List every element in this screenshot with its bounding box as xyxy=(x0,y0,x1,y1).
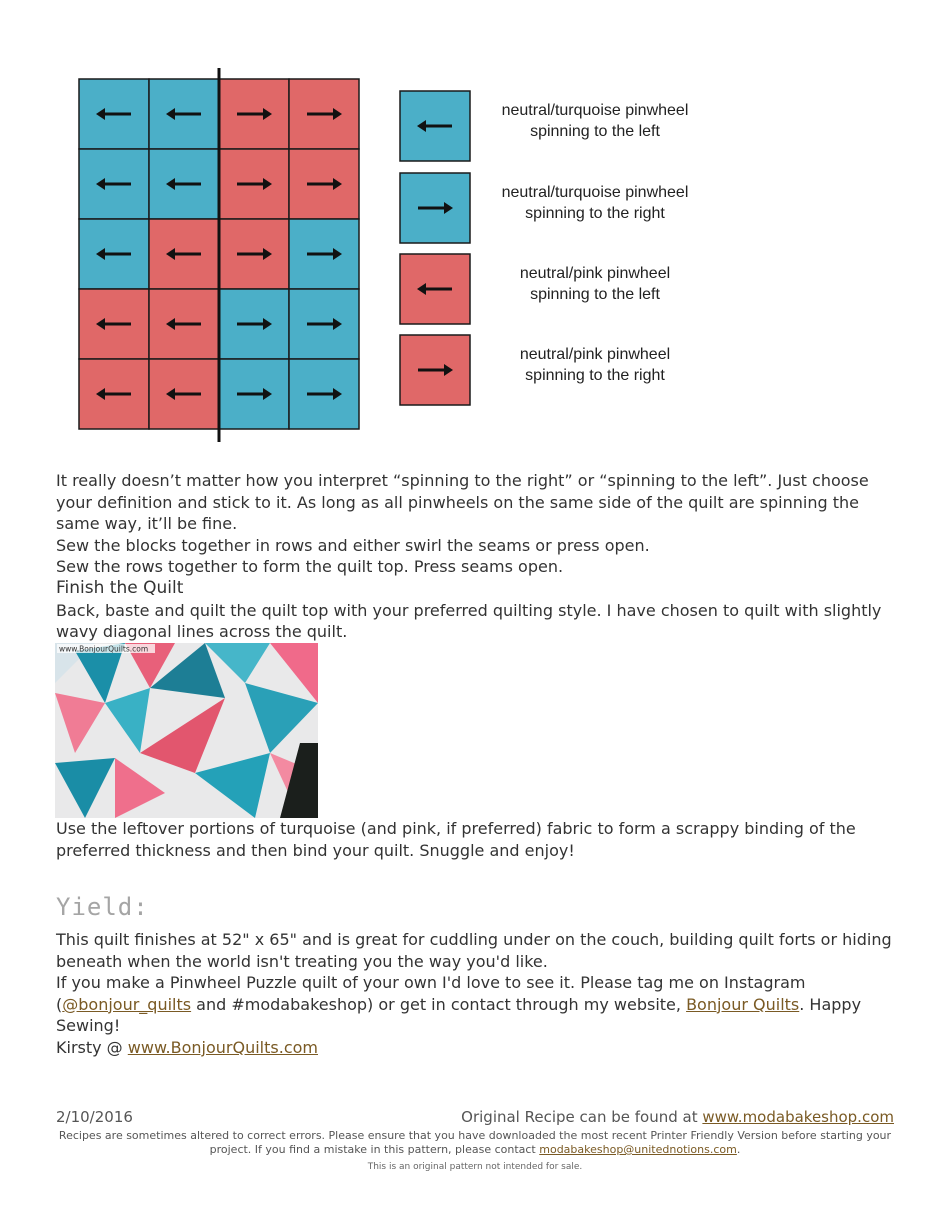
pinwheel-block-r3c2 xyxy=(149,219,219,289)
pinwheel-block-r1c3 xyxy=(219,79,289,149)
pinwheel-block-r3c4 xyxy=(289,219,359,289)
paragraph-sew-rows: Sew the rows together to form the quilt top. Press seams open. xyxy=(56,557,564,577)
legend-label-1-line1: neutral/turquoise pinwheel xyxy=(501,102,689,119)
pinwheel-block-r2c1 xyxy=(79,149,149,219)
pinwheel-block-r2c2 xyxy=(149,149,219,219)
footer-source xyxy=(461,1108,894,1126)
paragraph-finished-size: This quilt finishes at 52" x 65" and is great for cuddling under on the couch, building quilt forts or hiding beneath when the world isn't treating you the way you'd like. xyxy=(56,930,892,971)
legend-label-2-line1: neutral/turquoise pinwheel xyxy=(501,184,689,201)
pinwheel-layout-diagram xyxy=(70,62,720,447)
paragraph-share xyxy=(56,972,906,1037)
website-link[interactable]: Bonjour Quilts xyxy=(686,994,800,1014)
binding-block xyxy=(56,818,906,861)
yield-heading: Yield: xyxy=(56,893,149,921)
signature xyxy=(56,1037,906,1059)
pinwheel-block-r5c2 xyxy=(149,359,219,429)
instagram-link[interactable]: @bonjour_quilts xyxy=(62,994,192,1014)
disclaimer-end: . xyxy=(736,1143,741,1156)
footer-note: This is an original pattern not intended for sale. xyxy=(367,1162,583,1172)
pinwheel-block-r5c1 xyxy=(79,359,149,429)
paragraph-interpretation: It really doesn’t matter how you interpret “spinning to the right” or “spinning to the left”. Just choose your definition and stick to it. As long as all pinwheels on the same side of the quilt are spinning the same way, it’ll be fine. xyxy=(56,471,869,534)
legend-label-4-line2: spinning to the right xyxy=(525,367,665,384)
pinwheel-block-r3c1 xyxy=(79,219,149,289)
yield-block xyxy=(56,929,906,1059)
paragraph-quilting: Back, baste and quilt the quilt top with your preferred quilting style. I have chosen to quilt with slightly wavy diagonal lines across the quilt. xyxy=(56,600,882,642)
pinwheel-block-r3c3 xyxy=(219,219,289,289)
instructions-block xyxy=(56,470,906,643)
footer-disclaimer xyxy=(56,1129,894,1157)
photo-watermark: www.BonjourQuilts.com xyxy=(59,644,149,654)
footer-date: 2/10/2016 xyxy=(56,1108,133,1126)
pinwheel-block-r1c4 xyxy=(289,79,359,149)
legend-label-1-line2: spinning to the left xyxy=(530,123,660,140)
legend-item-2 xyxy=(400,173,688,243)
legend-label-3-line2: spinning to the left xyxy=(530,286,660,303)
section-heading-finish: Finish the Quilt xyxy=(56,577,184,598)
quilt-photo xyxy=(55,643,318,818)
legend-label-3-line1: neutral/pink pinwheel xyxy=(519,265,671,282)
pinwheel-block-r4c1 xyxy=(79,289,149,359)
footer-source-link[interactable]: www.modabakeshop.com xyxy=(702,1108,894,1126)
pinwheel-block-r4c2 xyxy=(149,289,219,359)
paragraph-binding: Use the leftover portions of turquoise (and pink, if preferred) fabric to form a scrappy binding of the preferred thickness and then bind your quilt. Snuggle and enjoy! xyxy=(56,819,856,860)
share-text-end: . Happy Sewing! xyxy=(56,994,862,1036)
pinwheel-block-r4c4 xyxy=(289,289,359,359)
pinwheel-block-r2c4 xyxy=(289,149,359,219)
legend-item-1 xyxy=(400,91,688,161)
disclaimer-text: Recipes are sometimes altered to correct errors. Please ensure that you have downloaded the most recent Printer Friendly Version before starting your project. If you find a mistake in this pattern, please contact xyxy=(58,1129,892,1156)
pinwheel-block-r4c3 xyxy=(219,289,289,359)
paragraph-sew-blocks: Sew the blocks together in rows and either swirl the seams or press open. xyxy=(56,535,650,555)
share-text-start: If you make a Pinwheel Puzzle quilt of your own I'd love to see it. Please tag me on Instagram ( xyxy=(56,973,806,1014)
legend-item-4 xyxy=(400,335,670,405)
pinwheel-block-r5c3 xyxy=(219,359,289,429)
legend-label-2-line2: spinning to the right xyxy=(525,205,665,222)
pinwheel-block-r2c3 xyxy=(219,149,289,219)
pinwheel-block-r1c1 xyxy=(79,79,149,149)
legend-item-3 xyxy=(400,254,670,324)
pinwheel-block-r1c2 xyxy=(149,79,219,149)
signature-name: Kirsty @ xyxy=(56,1037,128,1057)
share-text-middle: and #modabakeshop) or get in contact through my website, xyxy=(191,994,687,1014)
legend-label-4-line1: neutral/pink pinwheel xyxy=(519,346,671,363)
pinwheel-block-r5c4 xyxy=(289,359,359,429)
footer-source-text: Original Recipe can be found at xyxy=(461,1108,703,1126)
signature-link[interactable]: www.BonjourQuilts.com xyxy=(127,1037,318,1057)
disclaimer-email-link[interactable]: modabakeshop@unitednotions.com xyxy=(539,1143,737,1156)
